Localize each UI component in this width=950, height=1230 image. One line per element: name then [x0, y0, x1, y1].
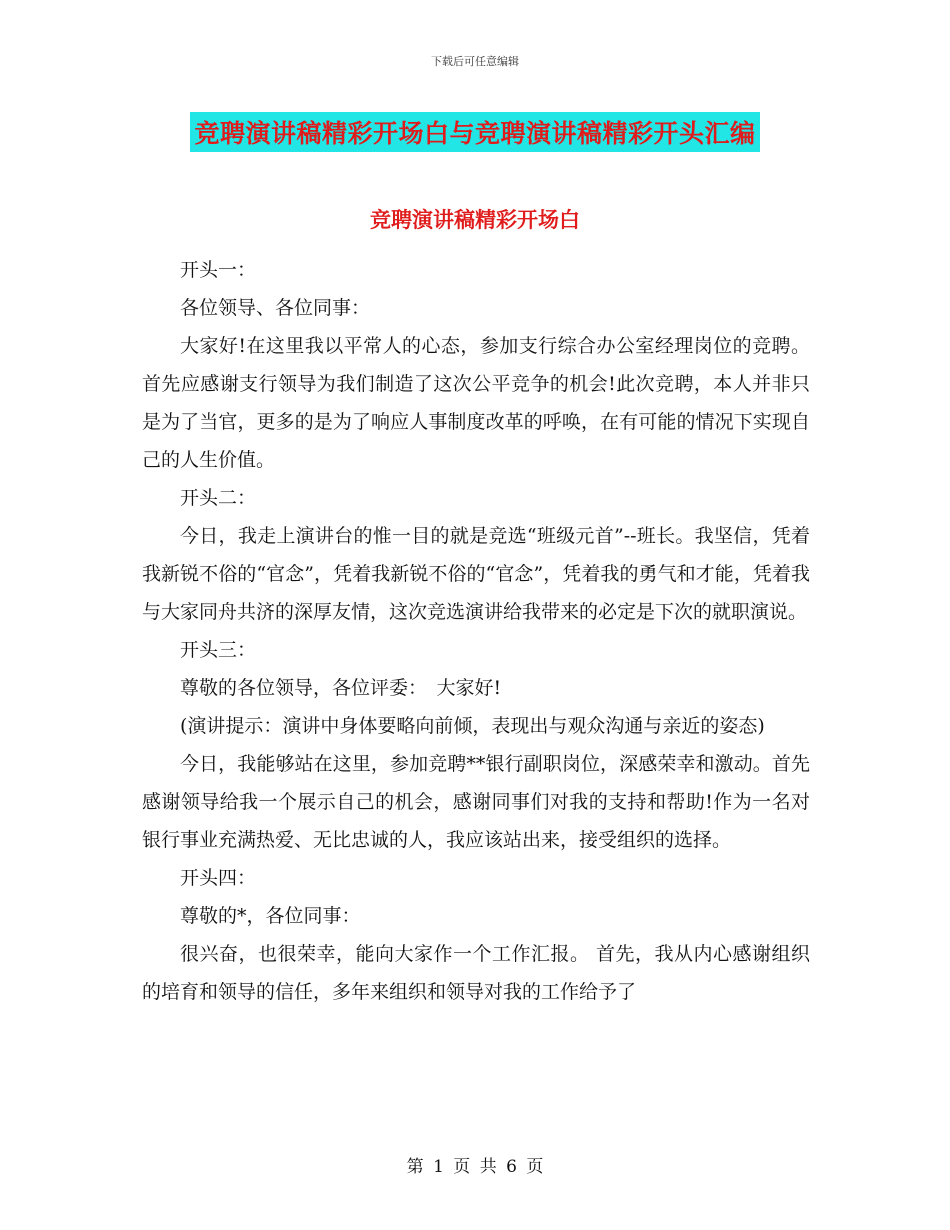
paragraph: 开头四：: [180, 867, 257, 889]
document-body: [142, 222, 810, 1011]
paragraph: 各位领导、各位同事：: [180, 297, 371, 319]
paragraph: 今日，我走上演讲台的惟一目的就是竞选“班级元首”--班长。我坚信，凭着我新锐不俗的“官念”，凭着我新锐不俗的“官念”，凭着我的勇气和才能，凭着我与大家同舟共济的深厚友情，这次竞选演讲给我带来的必定是下次的就职演说。: [142, 525, 810, 623]
document-title-wrapper: [0, 112, 950, 152]
paragraph: (演讲提示：演讲中身体要略向前倾，表现出与观众沟通与亲近的姿态): [180, 715, 765, 737]
page-number-footer: 第 1 页 共 6 页: [406, 1157, 544, 1177]
paragraph: 尊敬的各位领导，各位评委： 大家好!: [180, 677, 502, 699]
paragraph: 大家好!在这里我以平常人的心态，参加支行综合办公室经理岗位的竞聘。首先应感谢支行领导为我们制造了这次公平竞争的机会!此次竞聘，本人并非只是为了当官，更多的是为了响应人事制度改革的呼唤，在有可能的情况下实现自己的人生价值。: [142, 335, 810, 471]
paragraph: 开头一：: [180, 259, 257, 281]
paragraph: 很兴奋，也很荣幸，能向大家作一个工作汇报。 首先，我从内心感谢组织的培育和领导的信任，多年来组织和领导对我的工作给予了: [142, 943, 810, 1003]
section-title: 竞聘演讲稿精彩开场白: [370, 208, 580, 232]
paragraph: 开头二：: [180, 487, 257, 509]
document-title: 竞聘演讲稿精彩开场白与竞聘演讲稿精彩开头汇编: [190, 112, 759, 152]
paragraph: 开头三：: [180, 639, 257, 661]
page-header-note: 下载后可任意编辑: [431, 55, 519, 68]
paragraph: 尊敬的*，各位同事：: [180, 905, 361, 927]
paragraph: 今日，我能够站在这里，参加竞聘**银行副职岗位，深感荣幸和激动。首先感谢领导给我一个展示自己的机会，感谢同事们对我的支持和帮助!作为一名对银行事业充满热爱、无比忠诚的人，我应该站出来，接受组织的选择。: [142, 753, 810, 851]
